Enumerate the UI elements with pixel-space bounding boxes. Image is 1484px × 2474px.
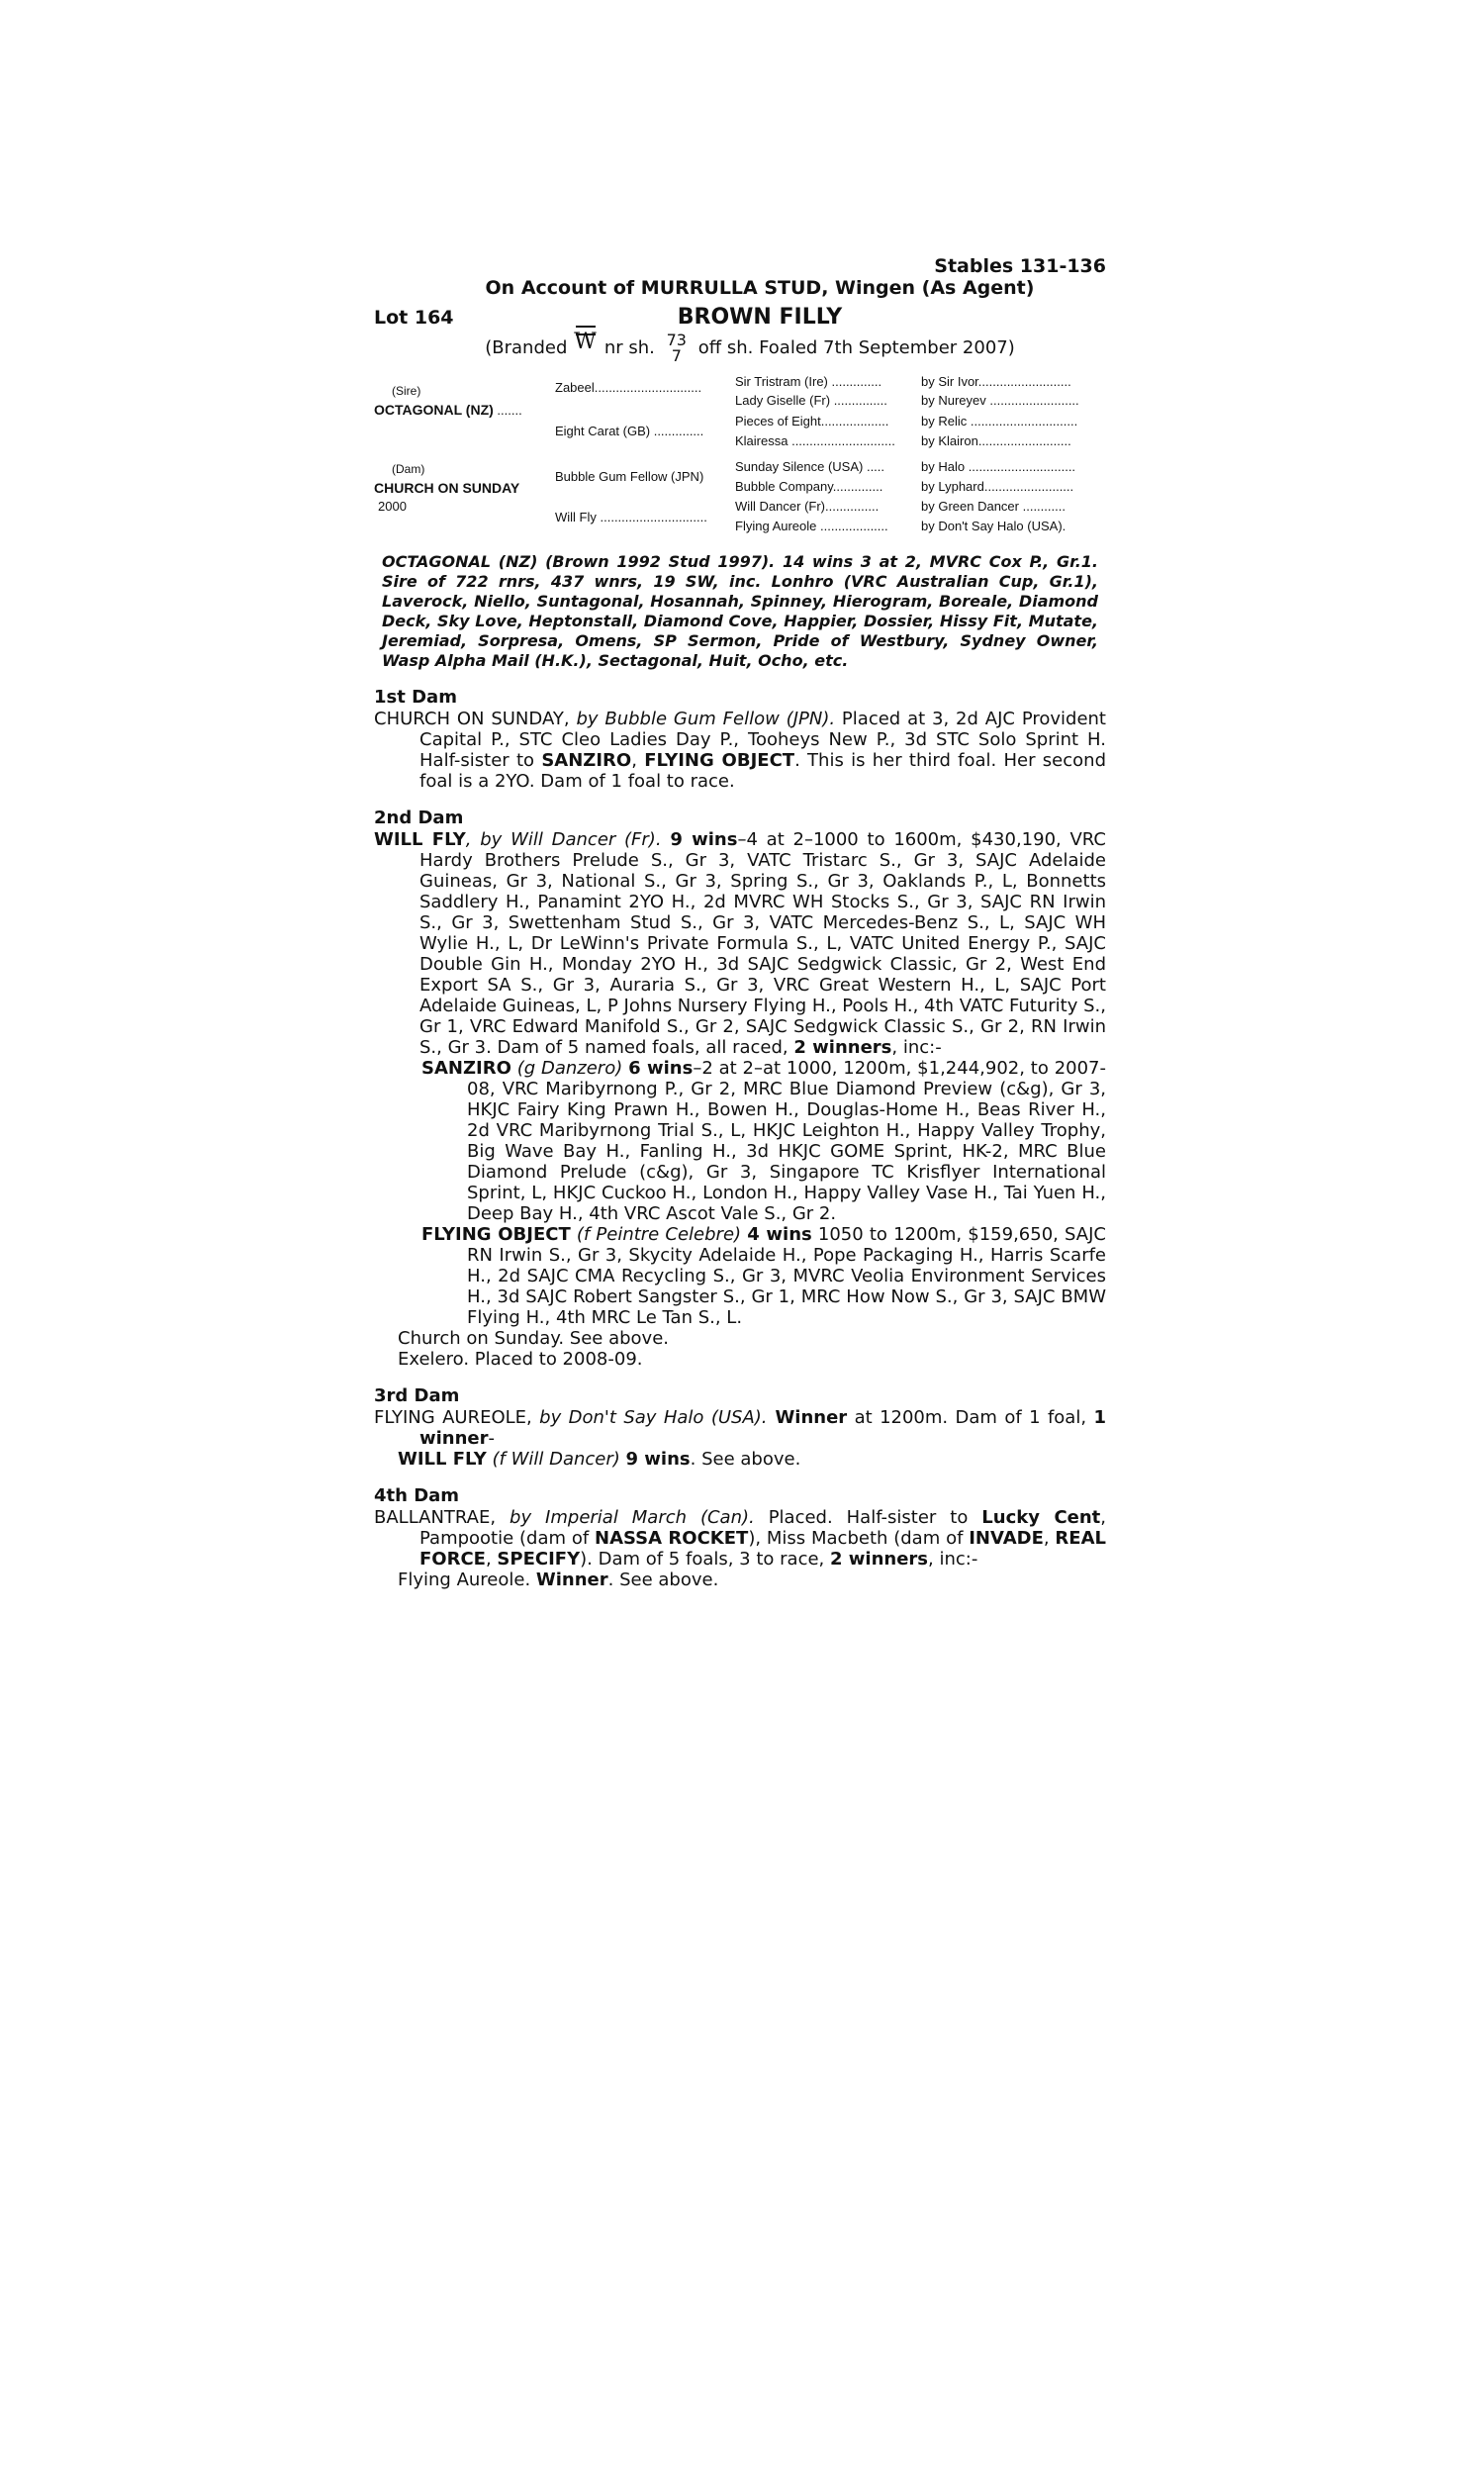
fourth-dam-entry: BALLANTRAE, by Imperial March (Can). Placed. Half-sister to Lucky Cent, Pampootie (dam of NASSA ROCKET), Miss Macbeth (dam of INVADE, REAL FORCE, SPECIFY). Dam of 5 foals, 3 to race, 2 winners, inc:-: [374, 1507, 1107, 1570]
dam-label: (Dam): [392, 462, 425, 476]
pedigree-g3-4: Klairessa .............................: [735, 433, 895, 448]
lot-number: Lot 164: [374, 307, 454, 329]
pedigree-g3-2: Lady Giselle (Fr) ...............: [735, 393, 887, 408]
brand-number-top: 73: [666, 331, 687, 349]
brand-suffix: off sh. Foaled 7th September 2007): [697, 337, 1015, 358]
brand-position: nr sh.: [603, 337, 655, 358]
third-dam-entry: FLYING AUREOLE, by Don't Say Halo (USA). Winner at 1200m. Dam of 1 foal, 1 winner-: [374, 1407, 1106, 1449]
pedigree-g2-1: Zabeel..............................: [555, 380, 702, 395]
dam-name: CHURCH ON SUNDAY: [374, 480, 520, 496]
second-dam-foal-church: Church on Sunday. See above.: [398, 1328, 669, 1349]
lot-row: [374, 305, 1106, 333]
brand-line: [374, 330, 1106, 368]
brand-number-bottom: 7: [671, 346, 682, 365]
sire-label: (Sire): [392, 384, 421, 398]
pedigree-g3-5: Sunday Silence (USA) .....: [735, 459, 885, 474]
pedigree-g2-3: Bubble Gum Fellow (JPN): [555, 469, 704, 484]
third-dam-heading: 3rd Dam: [374, 1385, 460, 1406]
dam-year: 2000: [378, 499, 407, 514]
first-dam-heading: 1st Dam: [374, 687, 457, 708]
third-dam-foal-will-fly: WILL FLY (f Will Dancer) 9 wins. See above.: [398, 1449, 801, 1470]
brand-mark: [573, 330, 599, 355]
sire-name: OCTAGONAL (NZ): [374, 402, 494, 418]
pedigree-g4-3: by Relic ..............................: [921, 414, 1078, 428]
brand-prefix: (Branded: [485, 337, 568, 358]
fourth-dam-foal-flying-aureole: Flying Aureole. Winner. See above.: [398, 1570, 719, 1590]
second-dam-heading: 2nd Dam: [374, 808, 464, 828]
vendor-line: On Account of MURRULLA STUD, Wingen (As Agent): [485, 277, 1035, 299]
first-dam-entry: CHURCH ON SUNDAY, by Bubble Gum Fellow (JPN). Placed at 3, 2d AJC Provident Capital P., STC Cleo Ladies Day P., Tooheys New P., 3d STC Solo Sprint H. Half-sister to SANZIRO, FLYING OBJECT. This is her third foal. Her second foal is a 2YO. Dam of 1 foal to race.: [374, 709, 1107, 792]
sire-notes: OCTAGONAL (NZ) (Brown 1992 Stud 1997). 14 wins 3 at 2, MVRC Cox P., Gr.1. Sire of 722 rnrs, 437 wnrs, 19 SW, inc. Lonhro (VRC Australian Cup, Gr.1), Laverock, Niello, Suntagonal, Hosannah, Spinney, Hierogram, Boreale, Diamond Deck, Sky Love, Heptonstall, Diamond Cove, Happier, Dossier, Hissy Fit, Mutate, Jeremiad, Sorpresa, Omens, SP Sermon, Pride of Westbury, Sydney Owner, Wasp Alpha Mail (H.K.), Sectagonal, Huit, Ocho, etc.: [382, 552, 1098, 670]
pedigree-g4-5: by Halo ..............................: [921, 459, 1076, 474]
sire-cell: OCTAGONAL (NZ) .......: [374, 402, 522, 418]
pedigree-g2-4: Will Fly ..............................: [555, 510, 707, 524]
second-dam-foal-flying-object: FLYING OBJECT (f Peintre Celebre) 4 wins 1050 to 1200m, $159,650, SAJC RN Irwin S., Gr 3, Skycity Adelaide H., Pope Packaging H., Harris Scarfe H., 2d SAJC CMA Recycling S., Gr 3, MVRC Veolia Environment Services H., 3d SAJC Robert Sangster S., Gr 1, MRC How Now S., Gr 3, SAJC BMW Flying H., 4th MRC Le Tan S., L.: [421, 1224, 1106, 1328]
pedigree-table: [374, 374, 1106, 538]
pedigree-g3-1: Sir Tristram (Ire) ..............: [735, 374, 882, 389]
second-dam-entry: WILL FLY, by Will Dancer (Fr). 9 wins–4 at 2–1000 to 1600m, $430,190, VRC Hardy Brothers Prelude S., Gr 3, VATC Tristarc S., Gr 3, SAJC Adelaide Guineas, Gr 3, National S., Gr 3, Spring S., Gr 3, Oaklands P., L, Bonnetts Saddlery H., Panamint 2YO H., 2d MVRC WH Stocks S., Gr 3, SAJC RN Irwin S., Gr 3, Swettenham Stud S., Gr 3, VATC Mercedes-Benz S., L, SAJC WH Wylie H., L, Dr LeWinn's Private Formula S., L, VATC United Energy P., SAJC Double Gin H., Monday 2YO H., 3d SAJC Sedgwick Classic, Gr 2, West End Export SA S., Gr 3, Auraria S., Gr 3, VRC Great Western H., L, SAJC Port Adelaide Guineas, L, P Johns Nursery Flying H., Pools H., 4th VATC Futurity S., Gr 1, VRC Edward Manifold S., Gr 2, SAJC Sedgwick Classic S., Gr 2, RN Irwin S., Gr 3. Dam of 5 named foals, all raced, 2 winners, inc:-: [374, 829, 1106, 1058]
second-dam-foal-exelero: Exelero. Placed to 2008-09.: [398, 1349, 643, 1370]
pedigree-g4-7: by Green Dancer ............: [921, 499, 1066, 514]
second-dam-foal-sanziro: SANZIRO (g Danzero) 6 wins–2 at 2–at 1000, 1200m, $1,244,902, to 2007-08, VRC Maribyrnong P., Gr 2, MRC Blue Diamond Preview (c&g), Gr 3, HKJC Fairy King Prawn H., Bowen H., Douglas-Home H., Beas River H., 2d VRC Maribyrnong Trial S., L, HKJC Leighton H., Happy Valley Trophy, Big Wave Bay H., Fanling H., 3d HKJC GOME Sprint, HK-2, MRC Blue Diamond Prelude (c&g), Gr 3, Singapore TC Krisflyer International Sprint, L, HKJC Cuckoo H., London H., Happy Valley Vase H., Tai Yuen H., Deep Bay H., 4th VRC Ascot Vale S., Gr 2.: [421, 1058, 1106, 1224]
pedigree-g4-6: by Lyphard.........................: [921, 479, 1074, 494]
pedigree-g3-6: Bubble Company..............: [735, 479, 883, 494]
pedigree-g4-2: by Nureyev .........................: [921, 393, 1079, 408]
brand-letter: W: [574, 330, 597, 354]
fourth-dam-heading: 4th Dam: [374, 1485, 460, 1506]
pedigree-g3-3: Pieces of Eight...................: [735, 414, 889, 428]
pedigree-g2-2: Eight Carat (GB) ..............: [555, 424, 704, 438]
stables-label: Stables 131-136: [934, 255, 1106, 277]
pedigree-g4-8: by Don't Say Halo (USA).: [921, 519, 1067, 533]
catalogue-page: [374, 255, 1106, 1590]
brand-number: [667, 333, 687, 364]
lot-description: BROWN FILLY: [677, 305, 843, 330]
pedigree-g4-1: by Sir Ivor..........................: [921, 374, 1071, 389]
pedigree-g3-7: Will Dancer (Fr)...............: [735, 499, 880, 514]
pedigree-g4-4: by Klairon..........................: [921, 433, 1071, 448]
pedigree-g3-8: Flying Aureole ...................: [735, 519, 888, 533]
